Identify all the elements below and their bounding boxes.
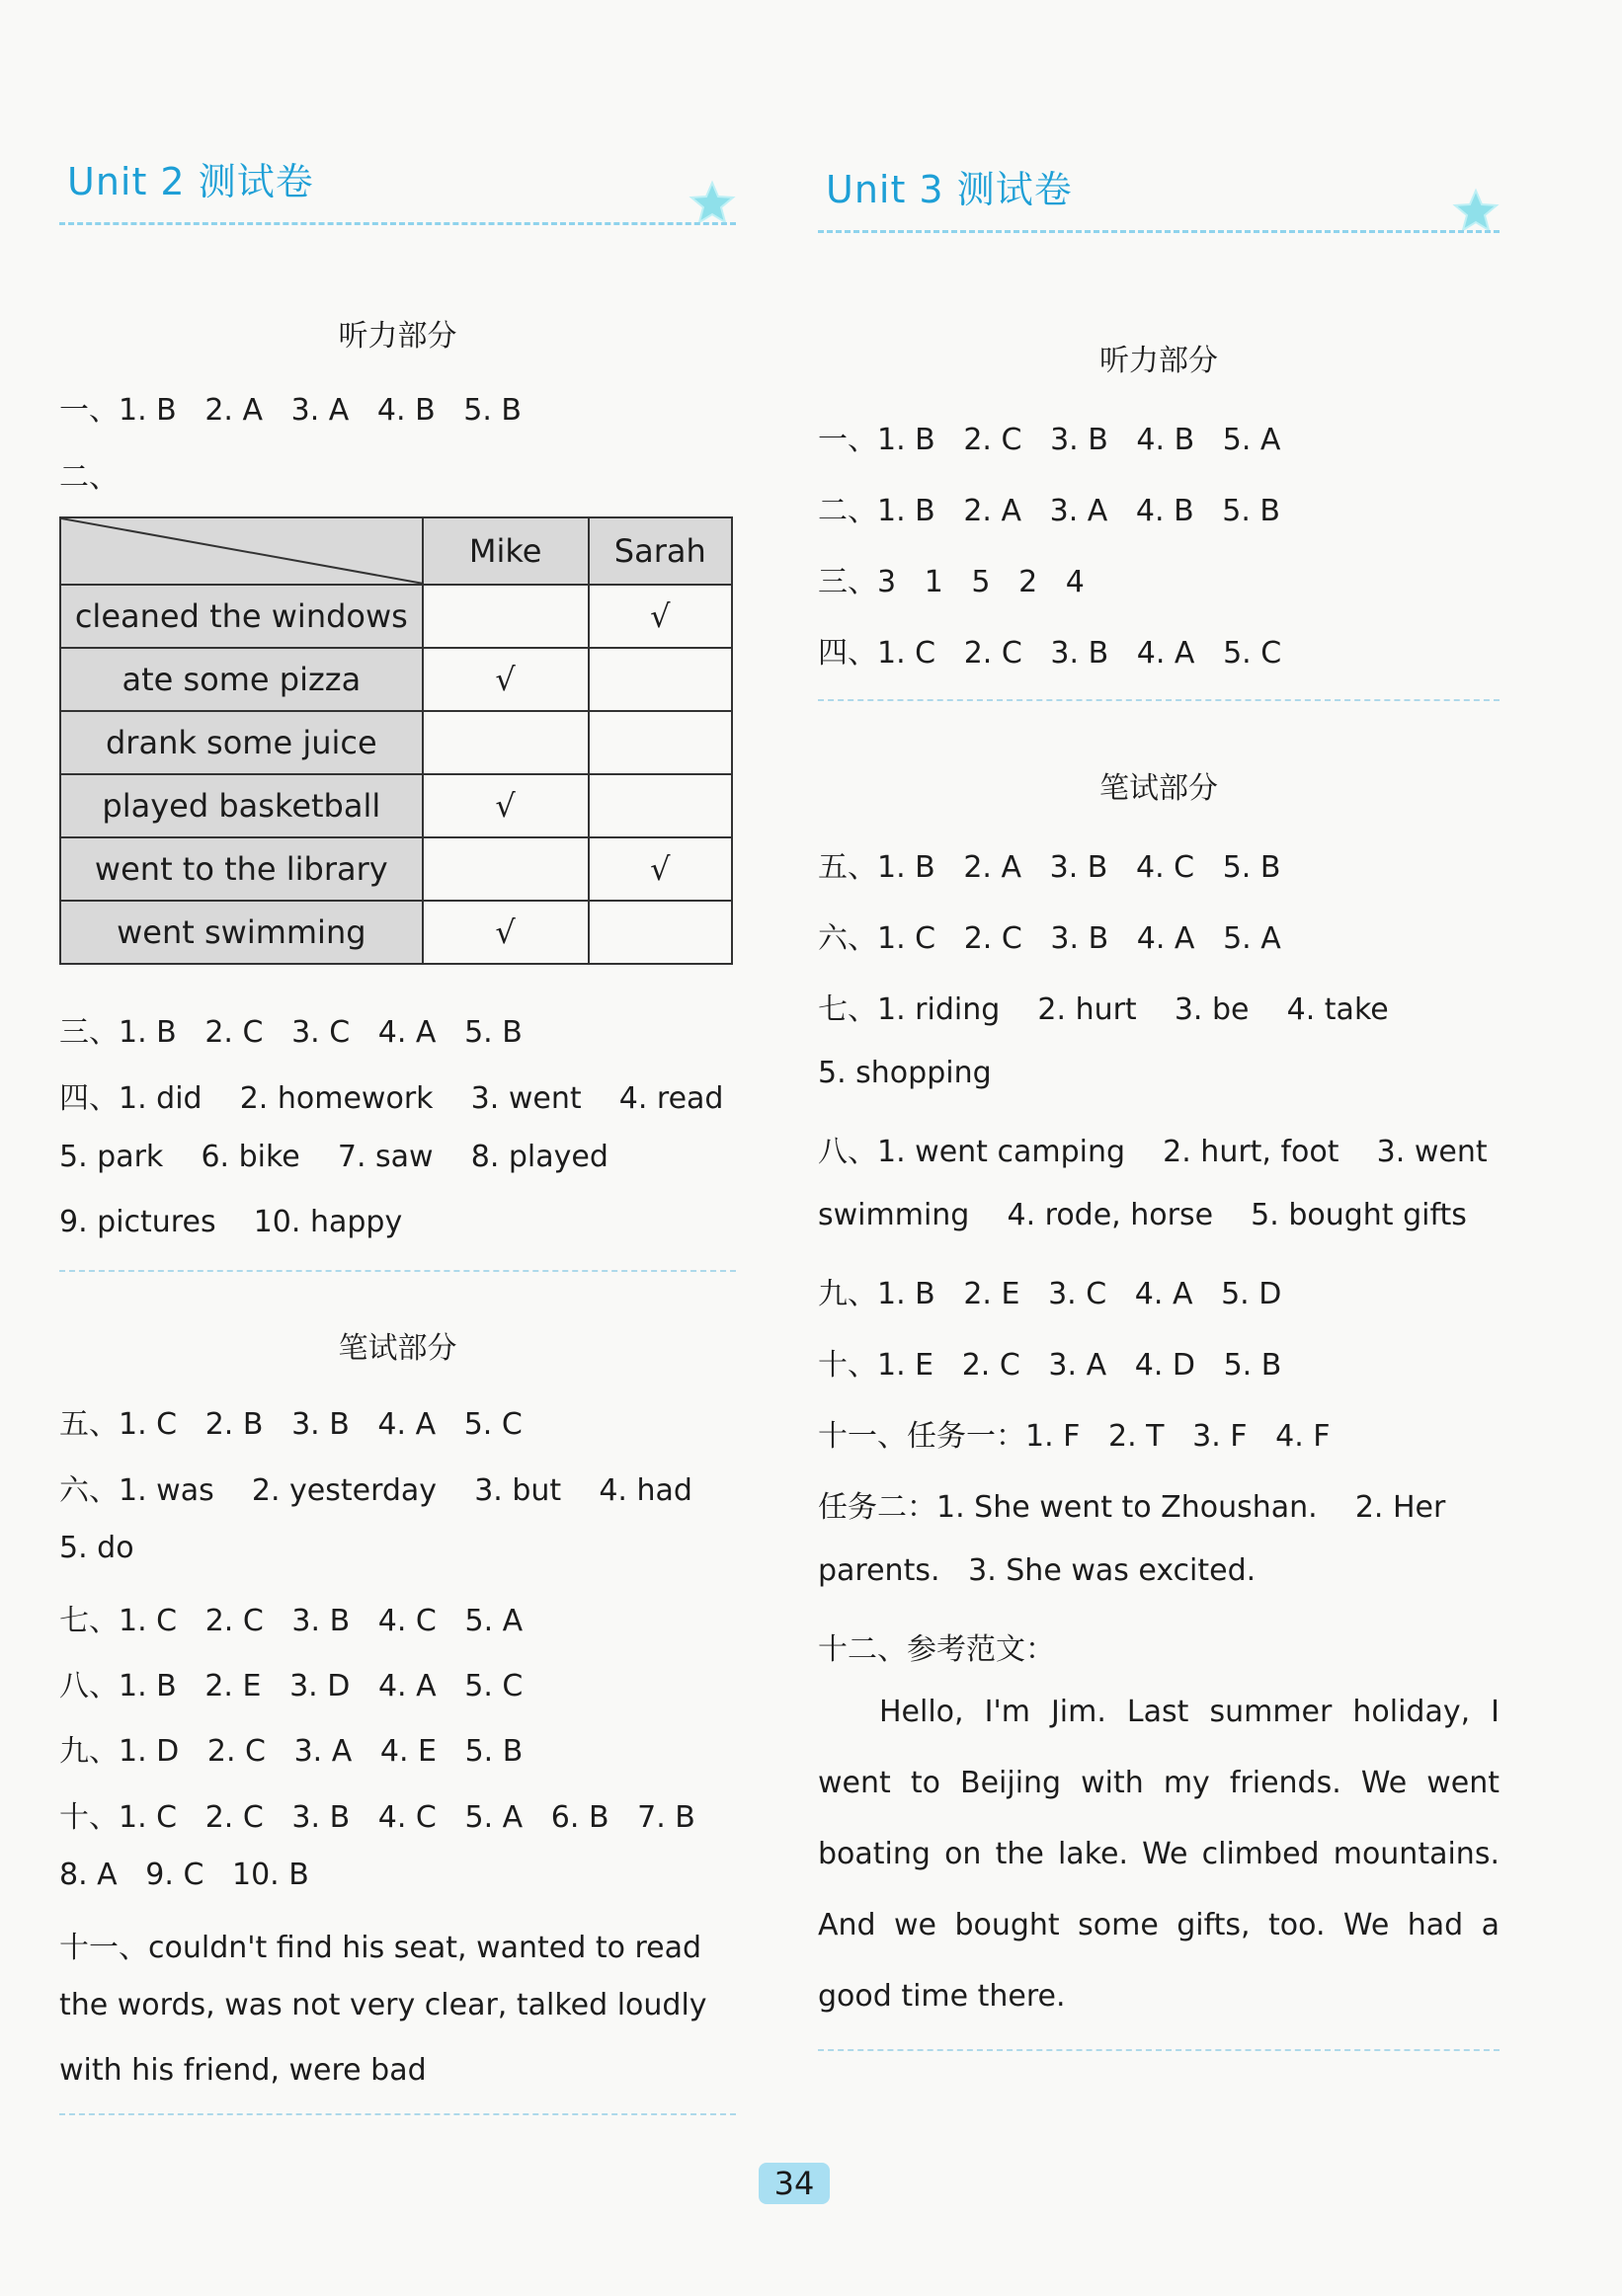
unit2-title: Unit 2 测试卷 — [67, 160, 314, 203]
sarah-cell — [589, 774, 732, 837]
mike-cell — [423, 711, 589, 774]
answer-line: swimming 4. rode, horse 5. bought gifts — [818, 1198, 1467, 1232]
answer-line: 一、1. B 2. A 3. A 4. B 5. B — [59, 393, 523, 428]
activity-cell: cleaned the windows — [60, 585, 423, 648]
answer-line: 八、1. went camping 2. hurt, foot 3. went — [818, 1135, 1488, 1169]
mike-cell — [423, 585, 589, 648]
unit2-header — [59, 136, 736, 225]
answer-table — [59, 516, 733, 965]
answer-line: 十二、参考范文： — [818, 1632, 1055, 1667]
answer-line: 六、1. was 2. yesterday 3. but 4. had — [59, 1473, 692, 1508]
answer-line: 8. A 9. C 10. B — [59, 1858, 309, 1892]
answer-line: 五、1. B 2. A 3. B 4. C 5. B — [818, 850, 1281, 885]
activity-cell: went to the library — [60, 837, 423, 901]
sarah-cell: √ — [589, 585, 732, 648]
answer-line: 二、1. B 2. A 3. A 4. B 5. B — [818, 494, 1281, 528]
unit2-underline — [59, 222, 736, 225]
sarah-cell — [589, 901, 732, 964]
answer-line: the words, was not very clear, talked loudly — [59, 1988, 707, 2022]
section-divider — [818, 699, 1500, 701]
table-row — [60, 711, 732, 774]
answer-line: 七、1. C 2. C 3. B 4. C 5. A — [59, 1604, 524, 1638]
activity-cell: drank some juice — [60, 711, 423, 774]
section-divider — [59, 2113, 736, 2115]
mike-cell — [423, 837, 589, 901]
answer-line: with his friend, were bad — [59, 2053, 427, 2088]
table-row — [60, 901, 732, 964]
answer-line: 四、1. C 2. C 3. B 4. A 5. C — [818, 636, 1282, 671]
table-header-mike: Mike — [423, 517, 589, 585]
unit3-header — [818, 144, 1500, 233]
diagonal-line — [61, 518, 424, 584]
table-corner-cell — [60, 517, 423, 585]
unit3-underline — [818, 230, 1500, 233]
activity-cell: went swimming — [60, 901, 423, 964]
answer-line: 八、1. B 2. E 3. D 4. A 5. C — [59, 1669, 524, 1703]
answer-line: 9. pictures 10. happy — [59, 1205, 403, 1239]
star-icon — [689, 180, 736, 225]
answer-line: 三、1. B 2. C 3. C 4. A 5. B — [59, 1015, 523, 1050]
mike-cell: √ — [423, 648, 589, 711]
model-essay — [818, 1677, 1500, 2032]
answer-line: parents. 3. She was excited. — [818, 1553, 1257, 1588]
essay-text: Hello, I'm Jim. Last summer holiday, I went to Beijing with my friends. We went boating on the lake. We climbed mountains. And we bought some gifts, too. We had a good time there. — [818, 1695, 1500, 2014]
answer-line: 五、1. C 2. B 3. B 4. A 5. C — [59, 1407, 523, 1442]
table-row — [60, 774, 732, 837]
answer-line: 十、1. E 2. C 3. A 4. D 5. B — [818, 1348, 1282, 1383]
answer-line: 十一、任务一：1. F 2. T 3. F 4. F — [818, 1419, 1331, 1454]
sarah-cell: √ — [589, 837, 732, 901]
answer-line: 九、1. B 2. E 3. C 4. A 5. D — [818, 1277, 1282, 1311]
table-row — [60, 648, 732, 711]
section-divider — [59, 1270, 736, 1272]
answer-line: 5. shopping — [818, 1056, 992, 1090]
writing-section-title: 笔试部分 — [1099, 771, 1218, 806]
page-number: 34 — [759, 2163, 830, 2204]
answer-line: 七、1. riding 2. hurt 3. be 4. take — [818, 992, 1389, 1027]
answer-line: 二、 — [59, 460, 119, 495]
star-icon — [1452, 188, 1500, 233]
table-row — [60, 837, 732, 901]
answer-line: 十一、couldn't find his seat, wanted to read — [59, 1931, 702, 1965]
sarah-cell — [589, 711, 732, 774]
listening-section-title: 听力部分 — [338, 319, 457, 354]
answer-line: 5. do — [59, 1531, 134, 1565]
section-divider — [818, 2049, 1500, 2051]
answer-line: 5. park 6. bike 7. saw 8. played — [59, 1140, 608, 1174]
answer-line: 四、1. did 2. homework 3. went 4. read — [59, 1081, 724, 1116]
activity-cell: played basketball — [60, 774, 423, 837]
table-header-sarah: Sarah — [589, 517, 732, 585]
answer-line: 六、1. C 2. C 3. B 4. A 5. A — [818, 921, 1281, 956]
answer-line: 十、1. C 2. C 3. B 4. C 5. A 6. B 7. B — [59, 1800, 695, 1835]
listening-section-title: 听力部分 — [1099, 344, 1218, 378]
mike-cell: √ — [423, 774, 589, 837]
answer-line: 三、3 1 5 2 4 — [818, 565, 1085, 599]
table-row — [60, 585, 732, 648]
answer-line: 一、1. B 2. C 3. B 4. B 5. A — [818, 423, 1281, 457]
sarah-cell — [589, 648, 732, 711]
answer-line: 九、1. D 2. C 3. A 4. E 5. B — [59, 1734, 524, 1769]
table-header-row — [60, 517, 732, 585]
mike-cell: √ — [423, 901, 589, 964]
writing-section-title: 笔试部分 — [338, 1331, 457, 1366]
activity-cell: ate some pizza — [60, 648, 423, 711]
unit3-title: Unit 3 测试卷 — [826, 168, 1073, 211]
answer-line: 任务二：1. She went to Zhoushan. 2. Her — [818, 1490, 1446, 1525]
